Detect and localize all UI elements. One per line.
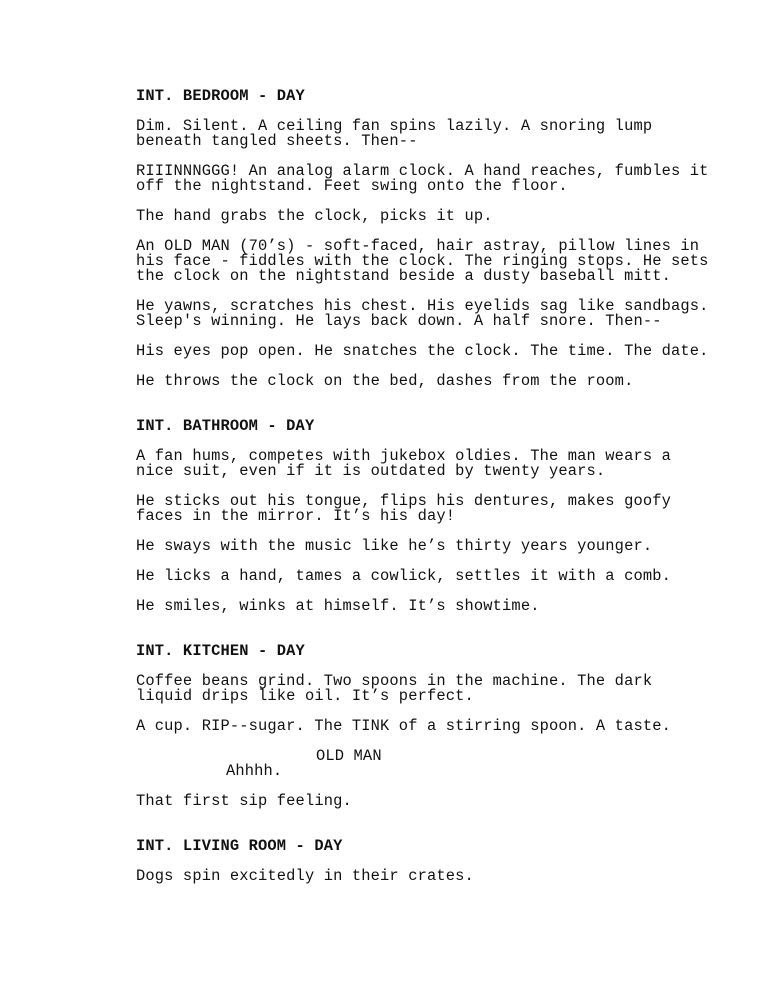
- character-name: OLD MAN: [316, 747, 382, 765]
- action-line: RIIINNNGGG! An analog alarm clock. A hand reaches, fumbles it: [136, 162, 709, 180]
- action-line: off the nightstand. Feet swing onto the floor.: [136, 177, 568, 195]
- action-line: his face - fiddles with the clock. The ringing stops. He sets: [136, 252, 709, 270]
- action-line: The hand grabs the clock, picks it up.: [136, 207, 493, 225]
- action-line: He licks a hand, tames a cowlick, settles it with a comb.: [136, 567, 671, 585]
- scene-heading: INT. BATHROOM - DAY: [136, 417, 315, 435]
- action-line: He smiles, winks at himself. It’s showtime.: [136, 597, 540, 615]
- blank-line: [136, 809, 696, 824]
- action-line: That first sip feeling.: [136, 792, 352, 810]
- blank-line: [136, 389, 696, 404]
- action-line: beneath tangled sheets. Then--: [136, 132, 418, 150]
- action-line: He throws the clock on the bed, dashes from the room.: [136, 372, 634, 390]
- blank-line: [136, 734, 696, 749]
- action-line: Dim. Silent. A ceiling fan spins lazily. A snoring lump: [136, 117, 653, 135]
- action-line: Coffee beans grind. Two spoons in the machine. The dark: [136, 672, 653, 690]
- scene-heading: INT. LIVING ROOM - DAY: [136, 837, 343, 855]
- dialogue-line: Ahhhh.: [226, 762, 283, 780]
- action-line: nice suit, even if it is outdated by twenty years.: [136, 462, 606, 480]
- action-line: He sticks out his tongue, flips his dentures, makes goofy: [136, 492, 671, 510]
- blank-line: [136, 614, 696, 629]
- scene-heading: INT. BEDROOM - DAY: [136, 87, 305, 105]
- action-line: liquid drips like oil. It’s perfect.: [136, 687, 474, 705]
- scene-heading: INT. KITCHEN - DAY: [136, 642, 305, 660]
- action-line: Dogs spin excitedly in their crates.: [136, 867, 474, 885]
- action-line: the clock on the nightstand beside a dusty baseball mitt.: [136, 267, 671, 285]
- action-line: He yawns, scratches his chest. His eyelids sag like sandbags.: [136, 297, 709, 315]
- action-line: A cup. RIP--sugar. The TINK of a stirring spoon. A taste.: [136, 717, 671, 735]
- action-line: He sways with the music like he’s thirty years younger.: [136, 537, 653, 555]
- action-line: A fan hums, competes with jukebox oldies. The man wears a: [136, 447, 671, 465]
- action-line: faces in the mirror. It’s his day!: [136, 507, 456, 525]
- action-line: Sleep's winning. He lays back down. A half snore. Then--: [136, 312, 662, 330]
- action-line: An OLD MAN (70’s) - soft-faced, hair astray, pillow lines in: [136, 237, 700, 255]
- action-line: His eyes pop open. He snatches the clock. The time. The date.: [136, 342, 709, 360]
- screenplay-text: [136, 87, 709, 885]
